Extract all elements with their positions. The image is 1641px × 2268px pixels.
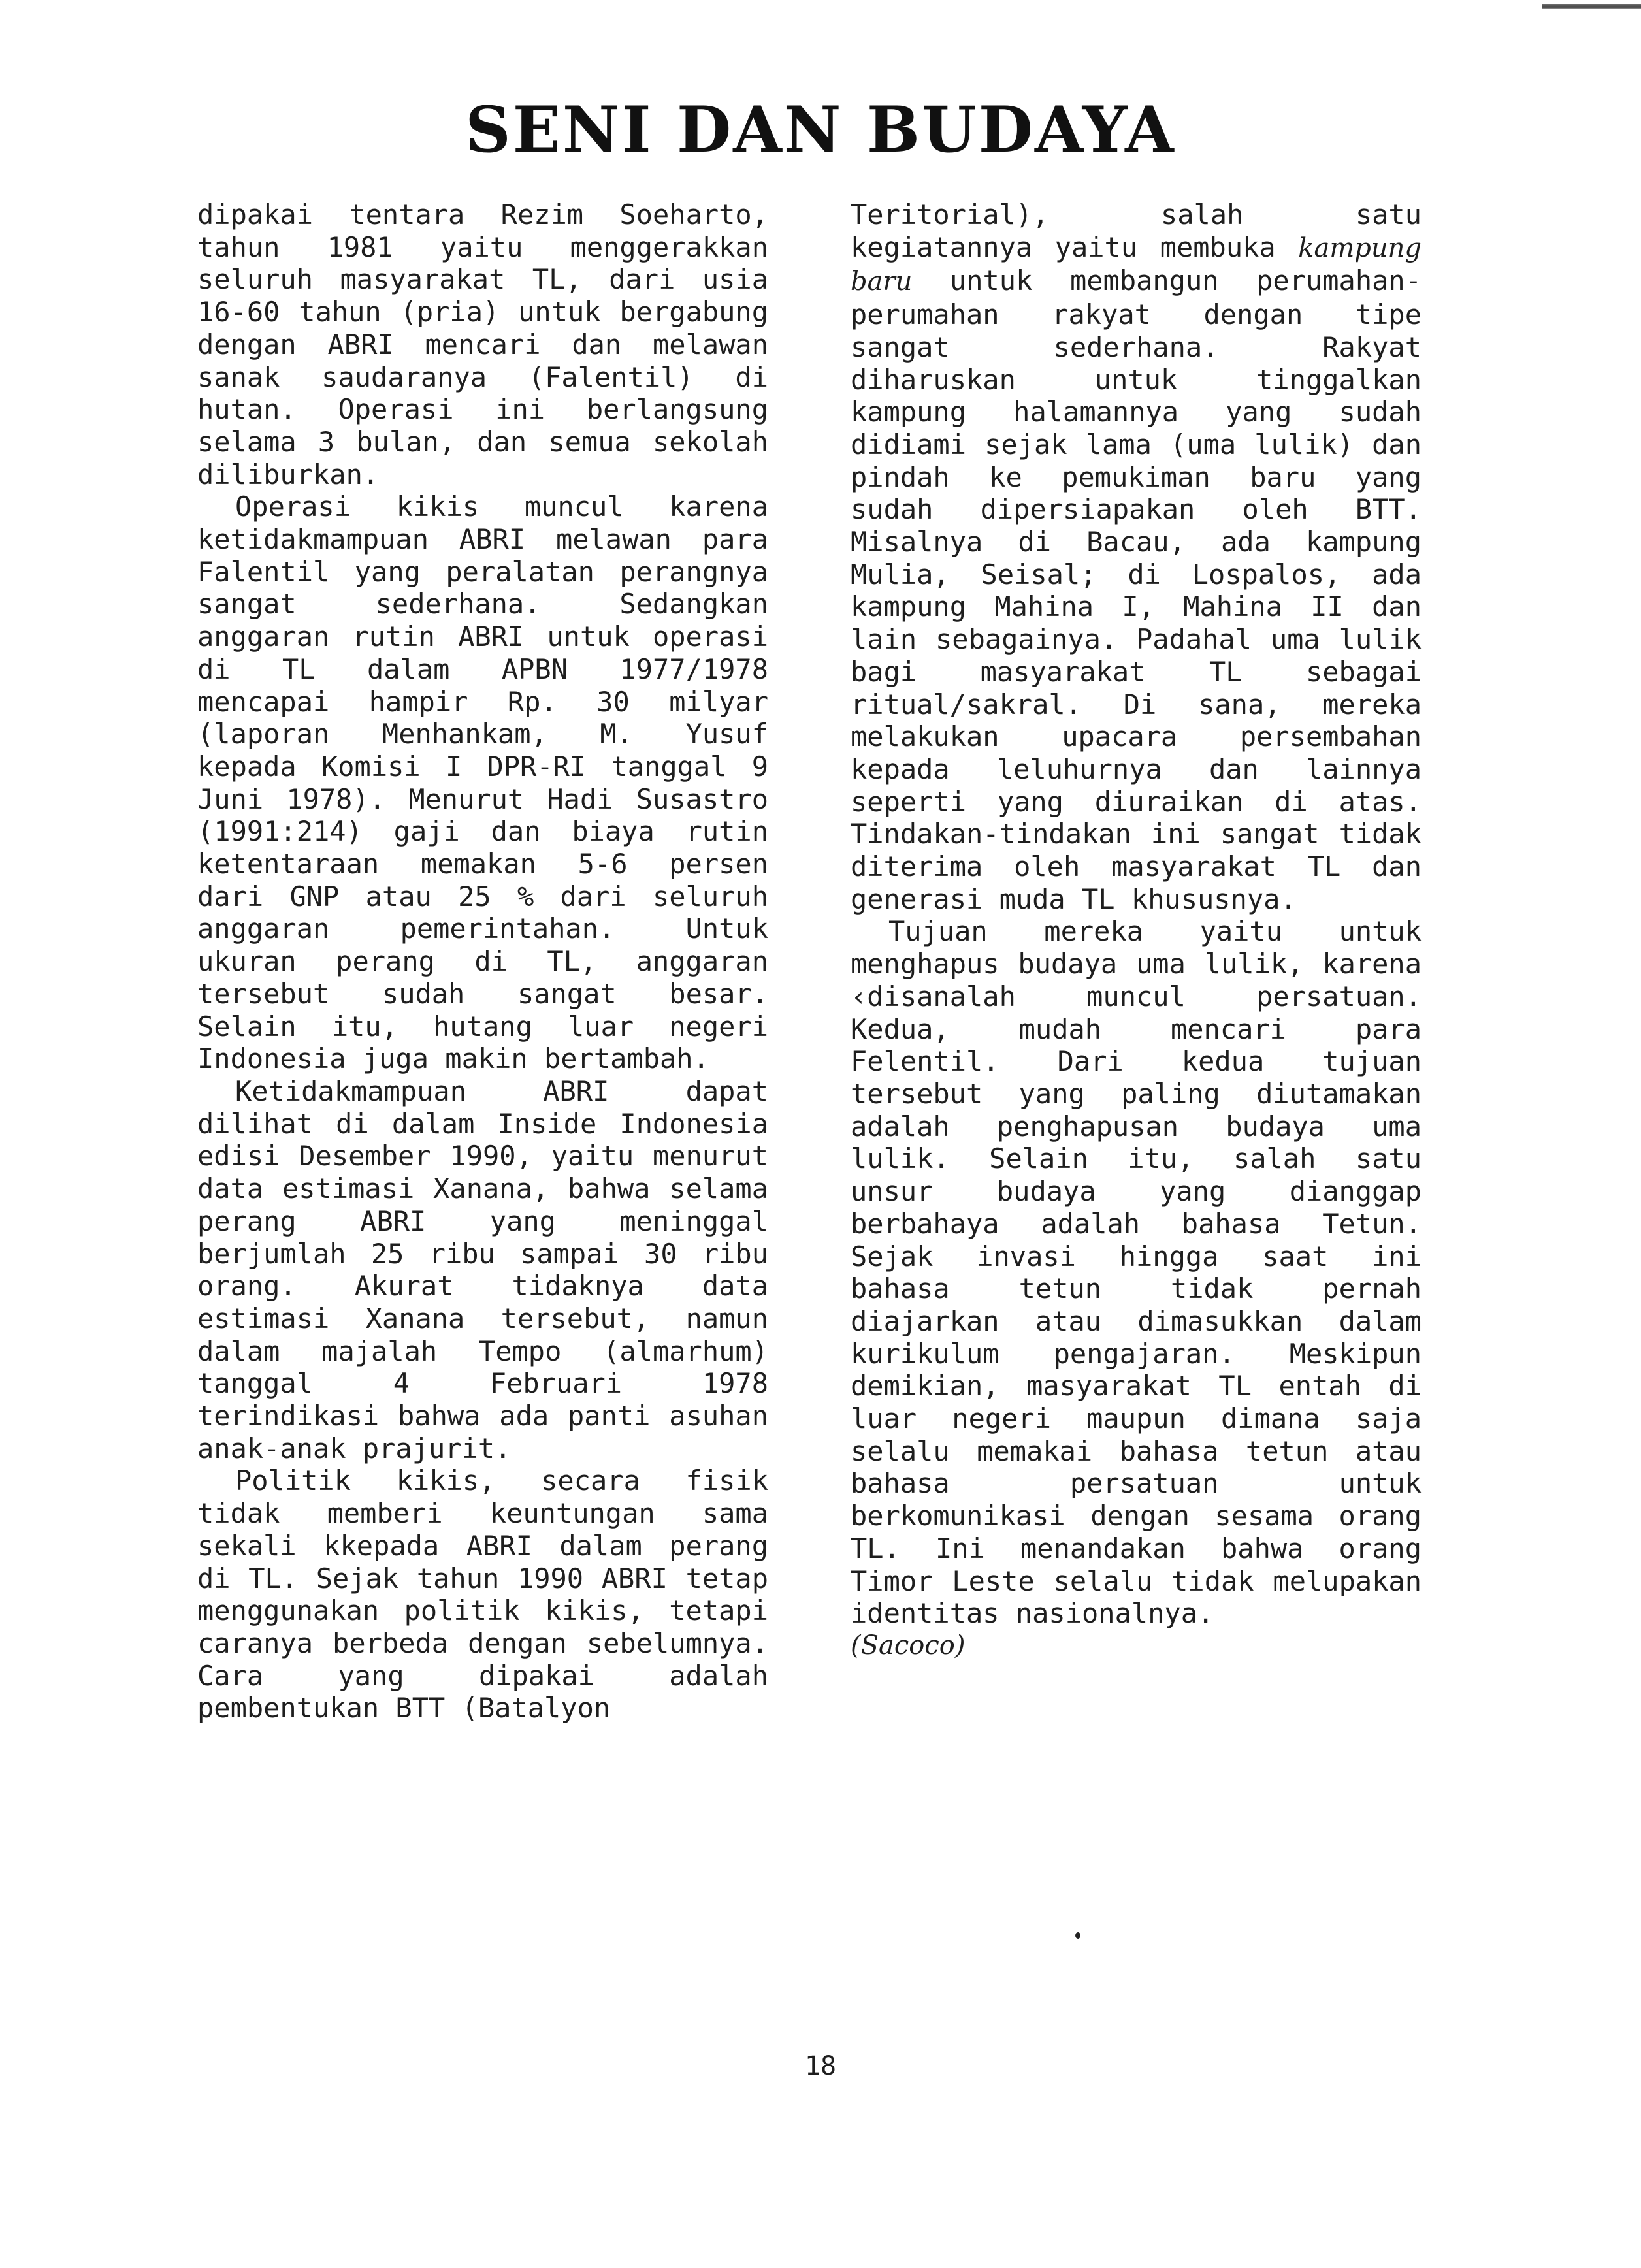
page-title: SENI DAN BUDAYA — [465, 93, 1176, 167]
left-paragraph-2: Operasi kikis muncul karena ketidakmampuan ABRI melawan para Falentil yang peralatan perangnya sangat sederhana. Sedangkan anggaran rutin ABRI untuk operasi di TL dalam APBN 1977/1978 mencapai hampir Rp. 30 milyar (laporan Menhankam, M. Yusuf kepada Komisi I DPR-RI tanggal 9 Juni 1978). Menurut Hadi Susastro (1991:214) gaji dan biaya rutin ketentaraan memakan 5-6 persen dari GNP atau 25 % dari seluruh anggaran pemerintahan. Untuk ukuran perang di TL, anggaran tersebut sudah sangat besar. Selain itu, hutang luar negeri Indonesia juga makin bertambah. — [197, 491, 768, 1075]
right-paragraph-2: Tujuan mereka yaitu untuk menghapus budaya uma lulik, karena ‹disanalah muncul persatuan. Kedua, mudah mencari para Felentil. Dari kedua tujuan tersebut yang paling diutamakan adalah penghapusan budaya uma lulik. Selain itu, salah satu unsur budaya yang dianggap berbahaya adalah bahasa Tetun. Sejak invasi hingga saat ini bahasa tetun tidak pernah diajarkan atau dimasukkan dalam kurikulum pengajaran. Meskipun demikian, masyarakat TL entah di luar negeri maupun dimana saja selalu memakai bahasa tetun atau bahasa persatuan untuk berkomunikasi dengan sesama orang TL. Ini menandakan bahwa orang Timor Leste selalu tidak melupakan identitas nasionalnya. — [851, 915, 1422, 1630]
right-paragraph-1 — [851, 199, 1422, 915]
scan-edge-mark — [1542, 4, 1641, 9]
left-paragraph-1: dipakai tentara Rezim Soeharto, tahun 1981 yaitu menggerakkan seluruh masyarakat TL, dari usia 16-60 tahun (pria) untuk bergabung dengan ABRI mencari dan melawan sanak saudaranya (Falentil) di hutan. Operasi ini berlangsung selama 3 bulan, dan semua sekolah diliburkan. — [197, 199, 768, 491]
left-paragraph-4: Politik kikis, secara fisik tidak memberi keuntungan sama sekali kkepada ABRI dalam perang di TL. Sejak tahun 1990 ABRI tetap menggunakan politik kikis, tetapi caranya berbeda dengan sebelumnya. Cara yang dipakai adalah pembentukan BTT (Batalyon — [197, 1465, 768, 1725]
right-paragraph-1-rest: untuk membangun perumahan-perumahan rakyat dengan tipe sangat sederhana. Rakyat diharuskan untuk tinggalkan kampung halamannya yang sudah didiami sejak lama (uma lulik) dan pindah ke pemukiman baru yang sudah dipersiapakan oleh BTT. Misalnya di Bacau, ada kampung Mulia, Seisal; di Lospalos, ada kampung Mahina I, Mahina II dan lain sebagainya. Padahal uma lulik bagi masyarakat TL sebagai ritual/sakral. Di sana, mereka melakukan upacara persembahan kepada leluhurnya dan lainnya seperti yang diuraikan di atas. Tindakan-tindakan ini sangat tidak diterima oleh masyarakat TL dan generasi muda TL khususnya. — [851, 265, 1422, 915]
author-credit: (Sacoco) — [851, 1630, 966, 1660]
italic-term: kampung baru — [851, 233, 1422, 297]
page-number: 18 — [804, 2051, 837, 2081]
right-paragraph-1-start: Teritorial), salah satu kegiatannya yaitu membuka — [851, 199, 1422, 263]
stray-ink-dot — [1075, 1932, 1080, 1939]
left-column — [197, 199, 768, 1725]
left-paragraph-3: Ketidakmampuan ABRI dapat dilihat di dalam Inside Indonesia edisi Desember 1990, yaitu menurut data estimasi Xanana, bahwa selama perang ABRI yang meninggal berjumlah 25 ribu sampai 30 ribu orang. Akurat tidaknya data estimasi Xanana tersebut, namun dalam majalah Tempo (almarhum) tanggal 4 Februari 1978 terindikasi bahwa ada panti asuhan anak-anak prajurit. — [197, 1075, 768, 1465]
right-column — [851, 199, 1422, 1662]
